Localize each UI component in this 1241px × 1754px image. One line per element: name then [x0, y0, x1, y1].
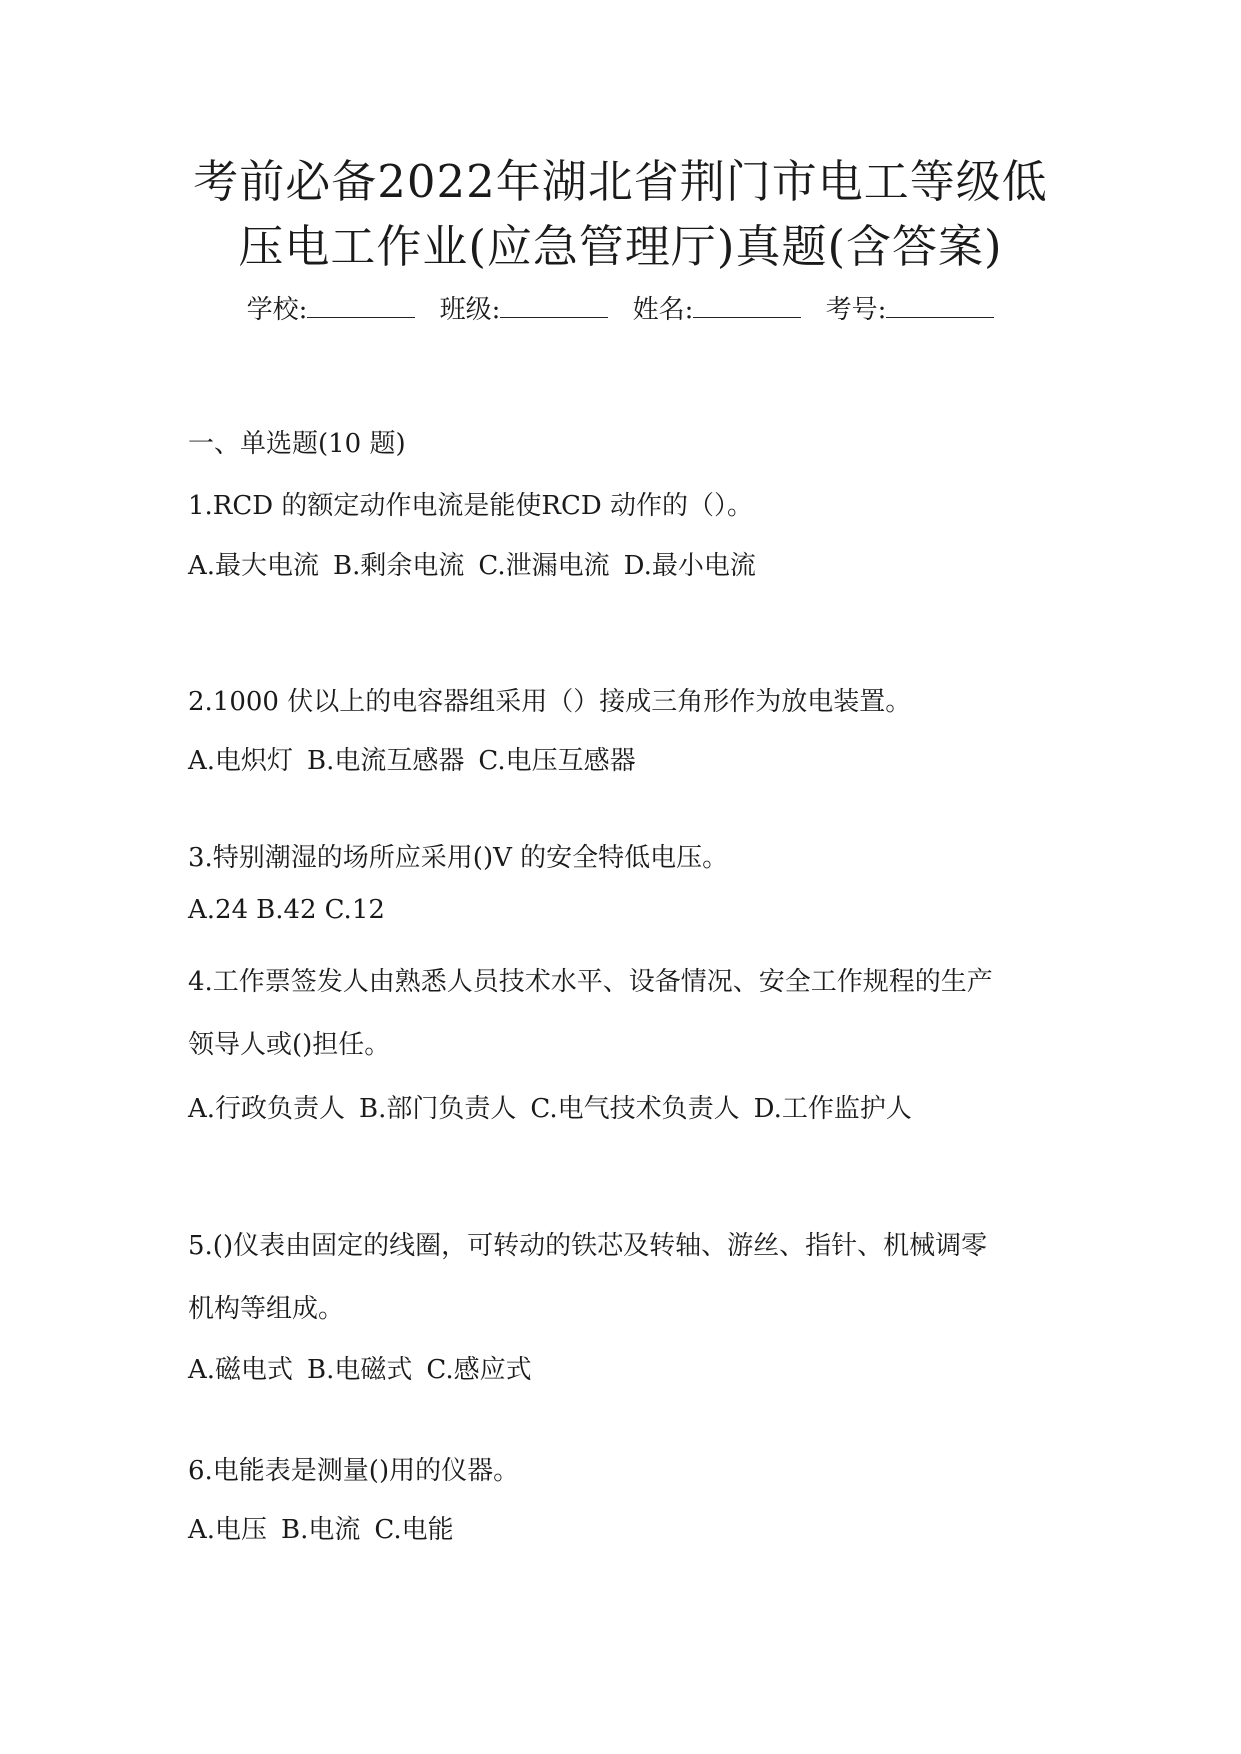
question-stem: 2.1000 伏以上的电容器组采用（）接成三角形作为放电装置。	[188, 687, 912, 717]
question-stem: 3.特别潮湿的场所应采用()V 的安全特低电压。	[188, 843, 729, 873]
question-options	[188, 546, 770, 586]
option: C.电压互感器	[478, 746, 636, 776]
option: C.电能	[374, 1515, 454, 1545]
student-info-row	[0, 290, 1241, 330]
name-blank	[693, 295, 801, 318]
question-stem: 6.电能表是测量()用的仪器。	[188, 1456, 520, 1486]
option: A.行政负责人	[188, 1094, 346, 1124]
section-heading: 一、单选题(10 题)	[188, 429, 406, 459]
option: C.12	[324, 895, 385, 925]
question-stem: 1.RCD 的额定动作电流是能使RCD 动作的（）。	[188, 491, 753, 521]
name-field	[633, 295, 802, 325]
question-options	[188, 1350, 546, 1390]
option: B.电磁式	[307, 1355, 413, 1385]
option: C.感应式	[426, 1355, 532, 1385]
question-stem-continued: 机构等组成。	[188, 1294, 345, 1324]
option: D.最小电流	[623, 551, 756, 581]
class-field	[440, 295, 609, 325]
option: B.部门负责人	[359, 1094, 517, 1124]
option: A.最大电流	[188, 551, 320, 581]
option: A.磁电式	[188, 1355, 294, 1385]
school-label: 学校:	[246, 295, 308, 325]
option: B.电流互感器	[307, 746, 465, 776]
option: C.电气技术负责人	[530, 1094, 740, 1124]
option: A.24	[188, 895, 249, 925]
school-field	[247, 295, 416, 325]
question-options	[188, 741, 650, 781]
option: B.42	[256, 895, 317, 925]
class-label: 班级:	[439, 295, 501, 325]
question-options	[188, 1510, 468, 1550]
option: D.工作监护人	[753, 1094, 912, 1124]
class-blank	[500, 295, 608, 318]
exam-no-field	[826, 295, 995, 325]
question-options	[188, 890, 399, 930]
exam-title-line-2: 压电工作业(应急管理厅)真题(含答案)	[238, 220, 1003, 273]
question-stem: 5.()仪表由固定的线圈，可转动的铁芯及转轴、游丝、指针、机械调零	[188, 1231, 988, 1261]
option: C.泄漏电流	[478, 551, 610, 581]
name-label: 姓名:	[632, 295, 694, 325]
option: B.剩余电流	[333, 551, 465, 581]
option: A.电炽灯	[188, 746, 294, 776]
exam-no-label: 考号:	[825, 295, 887, 325]
exam-no-blank	[886, 295, 994, 318]
option: B.电流	[281, 1515, 361, 1545]
option: A.电压	[188, 1515, 268, 1545]
question-options	[188, 1089, 926, 1129]
exam-title-line-1: 考前必备2022年湖北省荆门市电工等级低	[193, 155, 1048, 208]
question-stem-continued: 领导人或()担任。	[188, 1030, 391, 1060]
question-stem: 4.工作票签发人由熟悉人员技术水平、设备情况、安全工作规程的生产	[188, 967, 993, 997]
school-blank	[307, 295, 415, 318]
